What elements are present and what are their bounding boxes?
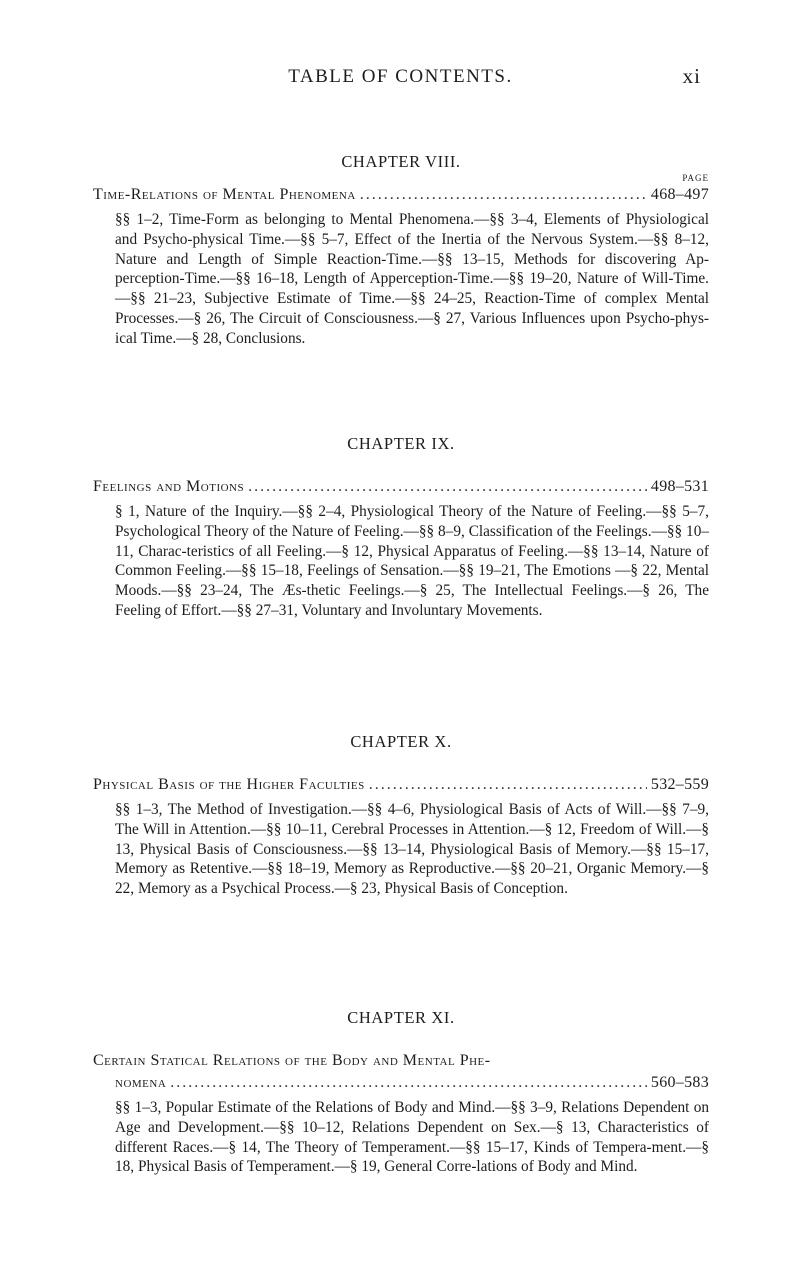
toc-entry: [93, 476, 709, 498]
chapter-title: Physical Basis of the Higher Faculties: [93, 776, 365, 793]
leader-dots: [248, 476, 647, 498]
chapter-summary: §§ 1–3, The Method of Investigation.—§§ 4–6, Physiological Basis of Acts of Will.—§§ 7–9, The Will in Attention.—§§ 10–11, Cerebral Processes in Attention.—§ 12, Freedom of Will.—§ 13, Physical Basis of Consciousness.—§§ 13–14, Physiological Basis of Memory.—§§ 15–17, Memory as Retentive.—§§ 18–19, Memory as Reproductive.—§§ 20–21, Organic Memory.—§ 22, Memory as a Psychical Process.—§ 23, Physical Basis of Conception.: [115, 801, 709, 898]
chapter-heading: CHAPTER X.: [350, 732, 452, 751]
page-range: 498–531: [650, 478, 709, 495]
leader-dots: [360, 184, 647, 206]
chapter-10: [93, 730, 709, 899]
chapter-summary: §§ 1–2, Time-Form as belonging to Mental Phenomena.—§§ 3–4, Elements of Physiological and Psycho-physical Time.—§§ 5–7, Effect of the Inertia of the Nervous System.—§§ 8–12, Nature and Length of Simple Reaction-Time.—§§ 13–15, Methods for discovering Ap-perception-Time.—§§ 16–18, Length of Apperception-Time.—§§ 19–20, Nature of Will-Time.—§§ 21–23, Subjective Estimate of Time.—§§ 24–25, Reaction-Time of complex Mental Processes.—§ 26, The Circuit of Consciousness.—§ 27, Various Influences upon Psycho-phys-ical Time.—§ 28, Conclusions.: [115, 211, 709, 347]
chapter-title-line-2: nomena: [115, 1074, 167, 1091]
chapter-11: [93, 1006, 709, 1177]
chapter-9: [93, 432, 709, 621]
page-column-label: PAGE: [682, 173, 709, 183]
page-range: 468–497: [650, 186, 709, 203]
chapter-summary: §§ 1–3, Popular Estimate of the Relations of Body and Mind.—§§ 3–9, Relations Dependent on Age and Development.—§§ 10–12, Relations Dependent on Sex.—§ 13, Characteristics of different Races.—§ 14, The Theory of Temperament.—§§ 15–17, Kinds of Tempera-ment.—§ 18, Physical Basis of Temperament.—§ 19, General Corre-lations of Body and Mind.: [115, 1099, 709, 1176]
page-range: 560–583: [650, 1074, 709, 1091]
toc-entry: [93, 1072, 709, 1094]
chapter-8: [93, 150, 709, 349]
page-range: 532–559: [650, 776, 709, 793]
toc-entry: [93, 774, 709, 796]
chapter-heading: CHAPTER VIII.: [341, 152, 461, 171]
running-title: TABLE OF CONTENTS.: [288, 66, 513, 87]
chapter-heading: CHAPTER IX.: [347, 434, 455, 453]
chapter-title: Time-Relations of Mental Phenomena: [93, 186, 356, 203]
chapter-summary: § 1, Nature of the Inquiry.—§§ 2–4, Physiological Theory of the Nature of Feeling.—§§ 5–7, Psychological Theory of the Nature of Feeling.—§§ 8–9, Classification of the Feelings.—§§ 10–11, Charac-teristics of all Feeling.—§ 12, Physical Apparatus of Feeling.—§§ 13–14, Nature of Common Feeling.—§§ 15–18, Feelings of Sensation.—§§ 19–21, The Emotions —§ 22, Mental Moods.—§§ 23–24, The Æs-thetic Feelings.—§ 25, The Intellectual Feelings.—§ 26, The Feeling of Effort.—§§ 27–31, Voluntary and Involuntary Movements.: [115, 503, 709, 619]
running-head: [0, 64, 801, 94]
leader-dots: [369, 774, 647, 796]
chapter-title-line-1: Certain Statical Relations of the Body and Mental Phe-: [93, 1052, 491, 1069]
leader-dots: [170, 1072, 647, 1094]
page-number: xi: [682, 64, 701, 88]
toc-entry: [93, 184, 709, 206]
chapter-title: Feelings and Motions: [93, 478, 245, 495]
chapter-heading: CHAPTER XI.: [347, 1008, 455, 1027]
